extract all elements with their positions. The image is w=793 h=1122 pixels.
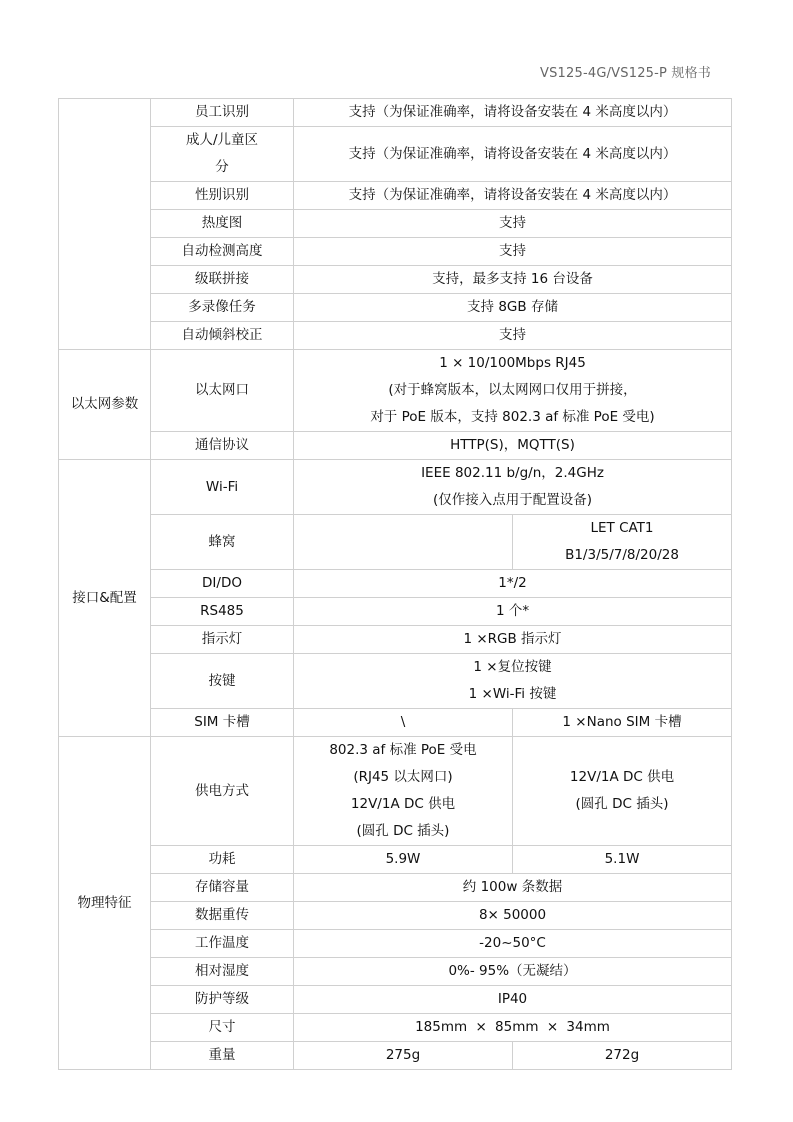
document-header-title: VS125-4G/VS125-P 规格书 bbox=[540, 66, 711, 81]
label-power-consumption: 功耗 bbox=[151, 846, 294, 874]
category-interface: 接口&配置 bbox=[59, 460, 151, 737]
value-ethernet-port bbox=[294, 350, 732, 432]
value-power-consumption-left: 5.9W bbox=[294, 846, 513, 874]
table-row bbox=[59, 350, 732, 432]
label-adult-child-line1: 成人/儿童区 bbox=[185, 132, 259, 148]
label-auto-height: 自动检测高度 bbox=[151, 238, 294, 266]
label-humidity: 相对湿度 bbox=[151, 958, 294, 986]
label-multi-record: 多录像任务 bbox=[151, 294, 294, 322]
value-rs485: 1 个* bbox=[294, 598, 732, 626]
table-row bbox=[59, 570, 732, 598]
label-retransmit: 数据重传 bbox=[151, 902, 294, 930]
value-humidity: 0%- 95%（无凝结） bbox=[294, 958, 732, 986]
label-heatmap: 热度图 bbox=[151, 210, 294, 238]
value-cellular-left bbox=[294, 515, 513, 570]
specification-table bbox=[58, 98, 732, 1070]
table-row bbox=[59, 238, 732, 266]
value-power-supply-left bbox=[294, 737, 513, 846]
table-row bbox=[59, 515, 732, 570]
value-tilt: 支持 bbox=[294, 322, 732, 350]
value-cellular-right-line1: LET CAT1 bbox=[590, 520, 654, 536]
table-row bbox=[59, 874, 732, 902]
table-row bbox=[59, 294, 732, 322]
value-power-consumption-right: 5.1W bbox=[513, 846, 732, 874]
label-tilt: 自动倾斜校正 bbox=[151, 322, 294, 350]
value-ethernet-port-line3: 对于 PoE 版本，支持 802.3 af 标准 PoE 受电) bbox=[370, 409, 655, 425]
value-sim-right: 1 ×Nano SIM 卡槽 bbox=[513, 709, 732, 737]
table-row bbox=[59, 709, 732, 737]
value-weight-left: 275g bbox=[294, 1042, 513, 1070]
label-dido: DI/DO bbox=[151, 570, 294, 598]
value-dimension: 185mm × 85mm × 34mm bbox=[294, 1014, 732, 1042]
table-row bbox=[59, 958, 732, 986]
value-cascade: 支持，最多支持 16 台设备 bbox=[294, 266, 732, 294]
value-cellular-right-line2: B1/3/5/7/8/20/28 bbox=[565, 547, 679, 563]
category-ethernet: 以太网参数 bbox=[59, 350, 151, 460]
value-power-supply-left-line3: 12V/1A DC 供电 bbox=[350, 796, 456, 812]
value-multi-record: 支持 8GB 存储 bbox=[294, 294, 732, 322]
label-sim: SIM 卡槽 bbox=[151, 709, 294, 737]
table-row bbox=[59, 432, 732, 460]
value-ethernet-port-line2: (对于蜂窝版本，以太网网口仅用于拼接， bbox=[388, 382, 637, 398]
value-power-supply-left-line2: (RJ45 以太网口) bbox=[353, 769, 453, 785]
label-ethernet-port: 以太网口 bbox=[151, 350, 294, 432]
label-buttons: 按键 bbox=[151, 654, 294, 709]
value-gender: 支持（为保证准确率，请将设备安装在 4 米高度以内） bbox=[294, 182, 732, 210]
label-protection: 防护等级 bbox=[151, 986, 294, 1014]
table-row bbox=[59, 266, 732, 294]
value-retransmit: 8× 50000 bbox=[294, 902, 732, 930]
table-row bbox=[59, 1014, 732, 1042]
category-physical: 物理特征 bbox=[59, 737, 151, 1070]
table-row bbox=[59, 598, 732, 626]
value-weight-right: 272g bbox=[513, 1042, 732, 1070]
label-gender: 性别识别 bbox=[151, 182, 294, 210]
label-indicator: 指示灯 bbox=[151, 626, 294, 654]
value-ethernet-port-line1: 1 × 10/100Mbps RJ45 bbox=[439, 355, 586, 371]
value-buttons-line1: 1 ×复位按键 bbox=[473, 659, 552, 675]
table-row bbox=[59, 737, 732, 846]
value-cellular-right bbox=[513, 515, 732, 570]
label-work-temp: 工作温度 bbox=[151, 930, 294, 958]
table-row bbox=[59, 182, 732, 210]
label-protocol: 通信协议 bbox=[151, 432, 294, 460]
value-wifi-line1: IEEE 802.11 b/g/n，2.4GHz bbox=[421, 465, 604, 481]
label-cellular: 蜂窝 bbox=[151, 515, 294, 570]
label-storage: 存储容量 bbox=[151, 874, 294, 902]
table-row bbox=[59, 210, 732, 238]
label-weight: 重量 bbox=[151, 1042, 294, 1070]
value-storage: 约 100w 条数据 bbox=[294, 874, 732, 902]
table-row bbox=[59, 986, 732, 1014]
table-row bbox=[59, 322, 732, 350]
category-cell-blank bbox=[59, 99, 151, 350]
value-wifi-line2: (仅作接入点用于配置设备) bbox=[432, 492, 593, 508]
value-staff-id: 支持（为保证准确率，请将设备安装在 4 米高度以内） bbox=[294, 99, 732, 127]
table-row bbox=[59, 626, 732, 654]
value-wifi bbox=[294, 460, 732, 515]
value-power-supply-right bbox=[513, 737, 732, 846]
table-row bbox=[59, 460, 732, 515]
label-adult-child-line2: 分 bbox=[215, 159, 229, 175]
value-buttons bbox=[294, 654, 732, 709]
value-dido: 1*/2 bbox=[294, 570, 732, 598]
label-cascade: 级联拼接 bbox=[151, 266, 294, 294]
label-dimension: 尺寸 bbox=[151, 1014, 294, 1042]
table-row bbox=[59, 99, 732, 127]
table-row bbox=[59, 930, 732, 958]
label-staff-id: 员工识别 bbox=[151, 99, 294, 127]
table-row bbox=[59, 1042, 732, 1070]
value-sim-left: \ bbox=[294, 709, 513, 737]
value-protocol: HTTP(S)，MQTT(S) bbox=[294, 432, 732, 460]
value-indicator: 1 ×RGB 指示灯 bbox=[294, 626, 732, 654]
value-work-temp: -20~50°C bbox=[294, 930, 732, 958]
value-protection: IP40 bbox=[294, 986, 732, 1014]
table-row bbox=[59, 902, 732, 930]
label-wifi: Wi-Fi bbox=[151, 460, 294, 515]
value-power-supply-left-line1: 802.3 af 标准 PoE 受电 bbox=[329, 742, 477, 758]
value-buttons-line2: 1 ×Wi-Fi 按键 bbox=[468, 686, 557, 702]
value-heatmap: 支持 bbox=[294, 210, 732, 238]
table-row bbox=[59, 846, 732, 874]
table-row bbox=[59, 654, 732, 709]
value-power-supply-right-line1: 12V/1A DC 供电 bbox=[569, 769, 675, 785]
value-power-supply-right-line2: (圆孔 DC 插头) bbox=[575, 796, 669, 812]
label-power-supply: 供电方式 bbox=[151, 737, 294, 846]
table-row bbox=[59, 127, 732, 182]
value-adult-child: 支持（为保证准确率，请将设备安装在 4 米高度以内） bbox=[294, 127, 732, 182]
value-power-supply-left-line4: (圆孔 DC 插头) bbox=[356, 823, 450, 839]
value-auto-height: 支持 bbox=[294, 238, 732, 266]
label-adult-child bbox=[151, 127, 294, 182]
label-rs485: RS485 bbox=[151, 598, 294, 626]
